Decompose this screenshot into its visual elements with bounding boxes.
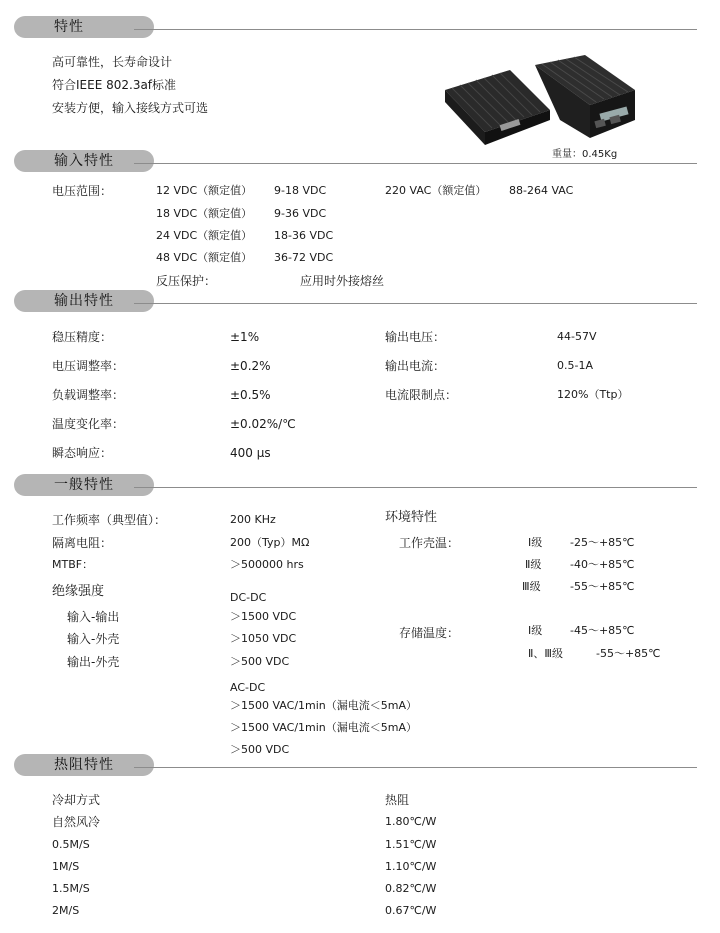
output-value: 44-57V — [557, 330, 597, 343]
acdc-label: AC-DC — [230, 681, 266, 694]
input-ac-range: 88-264 VAC — [509, 184, 574, 197]
feature-item: 符合IEEE 802.3af标准 — [52, 78, 177, 92]
thermal-method: 0.5M/S — [52, 838, 90, 851]
case-temp-range: -25～+85℃ — [570, 536, 635, 549]
env-label: 环境特性 — [385, 510, 438, 525]
section-header-output — [14, 290, 697, 312]
section-header-features — [14, 16, 697, 38]
section-title: 特性 — [54, 19, 84, 35]
iso-value: 200（Typ）MΩ — [230, 536, 310, 549]
storage-temp-range: -55～+85℃ — [596, 647, 661, 660]
freq-label: 工作频率（典型值）： — [52, 513, 167, 527]
section-title: 一般特性 — [54, 477, 114, 493]
output-value: 0.5-1A — [557, 359, 593, 372]
feature-item: 高可靠性，长寿命设计 — [52, 55, 173, 69]
reverse-protection-label: 反压保护： — [156, 274, 217, 288]
thermal-value: 1.10℃/W — [385, 860, 437, 873]
output-label: 电压调整率： — [52, 359, 125, 373]
output-label: 瞬态响应： — [52, 446, 113, 460]
section-rule — [134, 163, 697, 164]
input-nominal: 24 VDC（额定值） — [156, 229, 253, 242]
thermal-method: 1.5M/S — [52, 882, 90, 895]
case-temp-range: -55～+85℃ — [570, 580, 635, 593]
output-label: 输出电压： — [385, 330, 446, 344]
thermal-value: 1.51℃/W — [385, 838, 437, 851]
output-label: 稳压精度： — [52, 330, 113, 344]
thermal-col-header: 热阻 — [385, 793, 410, 807]
thermal-method: 自然风冷 — [52, 815, 101, 829]
case-temp-grade: Ⅱ级 — [525, 558, 542, 571]
section-rule — [134, 29, 697, 30]
product-image — [440, 50, 640, 150]
freq-value: 200 KHz — [230, 513, 276, 526]
input-range: 9-36 VDC — [274, 207, 327, 220]
mtbf-value: ＞500000 hrs — [230, 558, 304, 571]
output-value: ±1% — [230, 330, 260, 344]
storage-temp-grade: Ⅰ级 — [528, 624, 543, 637]
dcdc-value: ＞1500 VDC — [230, 610, 297, 623]
section-title: 输入特性 — [54, 153, 114, 169]
output-value: ±0.2% — [230, 359, 271, 373]
output-value: 120%（Ttp） — [557, 388, 629, 401]
section-rule — [134, 767, 697, 768]
weight-label: 重量：0.45Kg — [552, 149, 618, 160]
section-header-general — [14, 474, 697, 496]
case-temp-grade: Ⅰ级 — [528, 536, 543, 549]
feature-item: 安装方便，输入接线方式可选 — [52, 101, 209, 115]
output-label: 电流限制点： — [385, 388, 458, 402]
acdc-value: ＞1500 VAC/1min（漏电流＜5mA） — [230, 699, 418, 712]
thermal-method: 2M/S — [52, 904, 80, 917]
input-range: 9-18 VDC — [274, 184, 327, 197]
section-header-thermal — [14, 754, 697, 776]
thermal-value: 0.67℃/W — [385, 904, 437, 917]
output-label: 温度变化率： — [52, 417, 125, 431]
section-title: 热阻特性 — [54, 757, 114, 773]
case-temp-label: 工作壳温： — [399, 536, 460, 550]
thermal-value: 0.82℃/W — [385, 882, 437, 895]
insulation-item: 输入-外壳 — [67, 632, 120, 646]
output-value: 400 μs — [230, 446, 271, 460]
input-nominal: 12 VDC（额定值） — [156, 184, 253, 197]
thermal-method: 1M/S — [52, 860, 80, 873]
acdc-value: ＞500 VDC — [230, 743, 290, 756]
section-pill — [14, 16, 154, 38]
reverse-protection-value: 应用时外接熔丝 — [300, 274, 385, 288]
input-ac-nominal: 220 VAC（额定值） — [385, 184, 487, 197]
insulation-item: 输入-输出 — [67, 610, 120, 624]
acdc-value: ＞1500 VAC/1min（漏电流＜5mA） — [230, 721, 418, 734]
section-header-input — [14, 150, 697, 172]
mtbf-label: MTBF： — [52, 558, 94, 571]
section-title: 输出特性 — [54, 293, 114, 309]
input-nominal: 48 VDC（额定值） — [156, 251, 253, 264]
input-range: 18-36 VDC — [274, 229, 334, 242]
case-temp-range: -40～+85℃ — [570, 558, 635, 571]
dcdc-value: ＞500 VDC — [230, 655, 290, 668]
section-rule — [134, 487, 697, 488]
output-label: 负载调整率： — [52, 388, 125, 402]
storage-temp-grade: Ⅱ、Ⅲ级 — [528, 647, 563, 660]
thermal-col-header: 冷却方式 — [52, 793, 101, 807]
input-nominal: 18 VDC（额定值） — [156, 207, 253, 220]
insulation-item: 输出-外壳 — [67, 655, 120, 669]
storage-temp-range: -45～+85℃ — [570, 624, 635, 637]
output-label: 输出电流： — [385, 359, 446, 373]
output-value: ±0.5% — [230, 388, 271, 402]
dcdc-label: DC-DC — [230, 591, 267, 604]
output-value: ±0.02%/℃ — [230, 417, 296, 431]
dcdc-value: ＞1050 VDC — [230, 632, 297, 645]
section-rule — [134, 303, 697, 304]
case-temp-grade: Ⅲ级 — [522, 580, 541, 593]
storage-temp-label: 存储温度： — [399, 626, 460, 640]
thermal-value: 1.80℃/W — [385, 815, 437, 828]
iso-label: 隔离电阻： — [52, 536, 113, 550]
voltage-range-label: 电压范围： — [52, 184, 113, 198]
insulation-label: 绝缘强度 — [52, 584, 105, 599]
input-range: 36-72 VDC — [274, 251, 334, 264]
